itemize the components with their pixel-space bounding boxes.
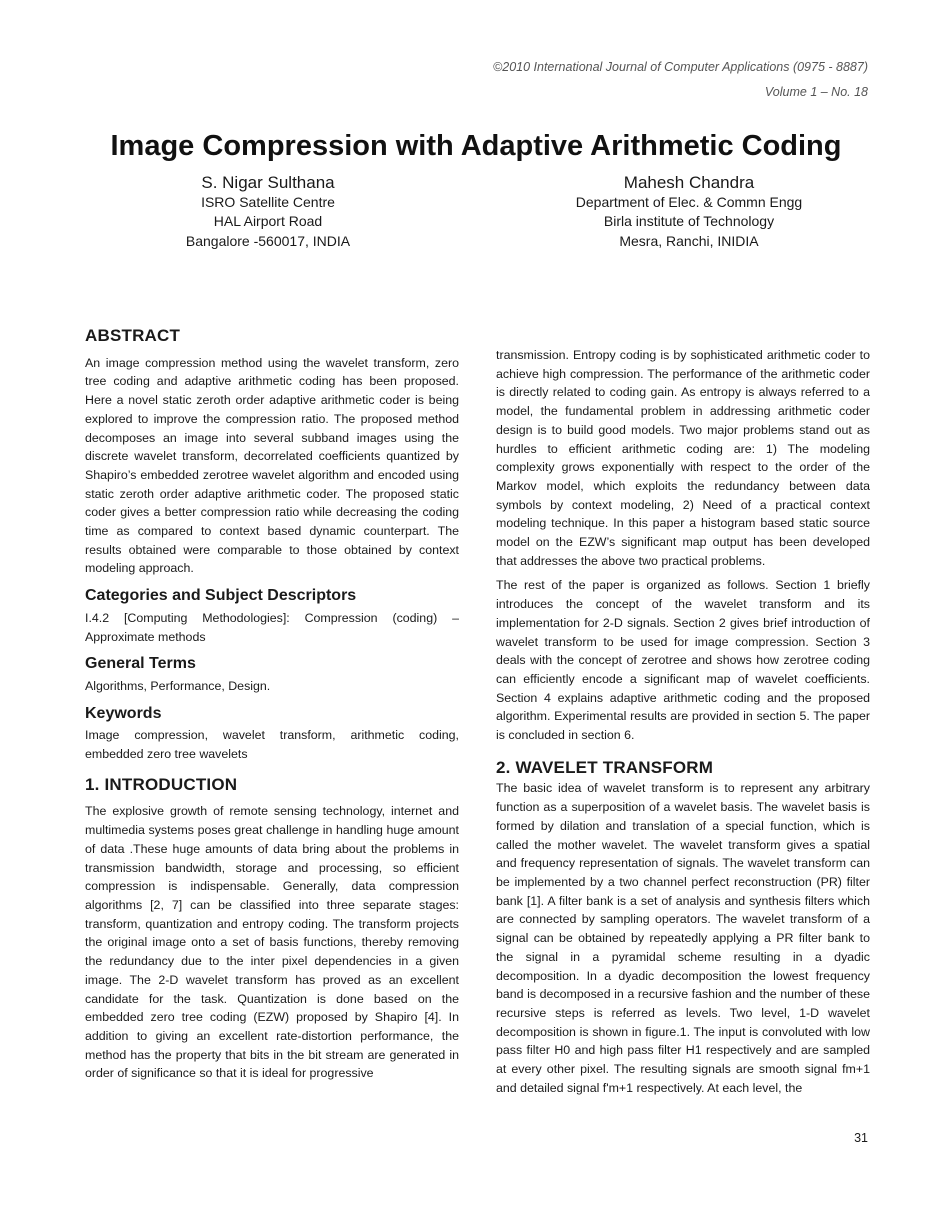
general-terms-heading: General Terms bbox=[85, 655, 196, 673]
author-block-2 bbox=[539, 173, 839, 251]
keywords-text: Image compression, wavelet transform, arithmetic coding, embedded zero tree wavelets bbox=[85, 728, 459, 762]
wavelet-text: The basic idea of wavelet transform is to represent any arbitrary function as a superposition of a wavelet basis. The wavelet basis is formed by dilation and translation of a special function, which is called the mother wavelet. The wavelet transform gives a spatial and frequency representation of signals. The wavelet transform can be implemented by a two channel perfect reconstruction (PR) filter bank [1]. A filter bank is a set of analysis and synthesis filters which are connected by sampling operators. The wavelet transform of a signal can be obtained by repeatedly applying a PR filter bank to the signal in a pyramidal scheme resulting in a dyadic decomposition. In a dyadic decomposition the lowest frequency band is decomposed in a recursive fashion and the number of these recursive steps is referred as levels. Two level, 1-D wavelet decomposition is shown in figure.1. The input is convoluted with low pass filter H0 and high pass filter H1 respectively and are sampled at every other pixel. The resulting signals are smooth signal fm+1 and detailed signal f'm+1 respectively. At each level, the bbox=[496, 781, 870, 1095]
categories-text: I.4.2 [Computing Methodologies]: Compression (coding) – Approximate methods bbox=[85, 610, 459, 644]
author-city: Bangalore -560017, INDIA bbox=[185, 232, 351, 249]
left-column bbox=[85, 327, 459, 1089]
abstract-text: An image compression method using the wavelet transform, zero tree coding and adaptive arithmetic coding has been proposed. Here a novel static zeroth order adaptive arithmetic coder is being explored to improve the compression ratio. The proposed method decomposes an image into several subband images using the discrete wavelet transform, decorrelated coefficients quantized by Shapiro’s embedded zerotree wavelet algorithm and encoded using static zeroth order adaptive arithmetic coder. The proposed static coder gives a better compression ratio while decreasing the coding time as compared to context based dynamic counterpart. The results obtained were comparable to those obtained by context modeling approach. bbox=[85, 355, 459, 576]
author-affiliation: Department of Elec. & Commn Engg bbox=[575, 194, 803, 210]
paper-title: Image Compression with Adaptive Arithmetic Coding bbox=[110, 130, 842, 162]
introduction-text: The explosive growth of remote sensing technology, internet and multimedia systems poses great challenge in handling huge amount of data .These huge amounts of data bring about the problems in transmission bandwidth, storage and processing, so efficient compression is indispensable. Generally, data compression algorithms [2, 7] can be classified into three separate stages: transform, quantization and entropy coding. The transform projects the original image onto a set of basis functions, thereby removing the redundancy due to the inter pixel dependencies in a given image. The 2-D wavelet transform has proved as an excellent candidate for the task. Quantization is done based on the embedded zero tree coding (EZW) proposed by Shapiro [4]. In addition to giving an excellent rate-distortion performance, the method has the property that bits in the bit stream are generated in order of significance so that it is ideal for progressive bbox=[85, 804, 459, 1081]
author-name: Mahesh Chandra bbox=[623, 173, 755, 192]
keywords-heading: Keywords bbox=[85, 704, 162, 722]
author-name: S. Nigar Sulthana bbox=[201, 173, 335, 192]
general-terms-text: Algorithms, Performance, Design. bbox=[85, 678, 271, 693]
introduction-continued: transmission. Entropy coding is by sophisticated arithmetic coder to achieve high compression. The performance of the arithmetic coder is directly related to coding gain. As entropy is always referred to a model, the fundamental problem in addressing arithmetic coder design is to build good models. Two major problems stand out as hurdles to efficient arithmetic coding are: 1) The modeling complexity grows exponentially with respect to the order of the Markov model, which exploits the redundancy between data symbols by context modeling, 2) Need of a practical context modeling technique. In this paper a histogram based static source model on the EZW’s significant map output has been developed that addresses the above two practical problems. bbox=[496, 348, 870, 568]
page-number: 31 bbox=[854, 1131, 868, 1145]
journal-header: ©2010 International Journal of Computer Applications (0975 - 8887) bbox=[493, 60, 868, 74]
author-address: Birla institute of Technology bbox=[603, 213, 775, 230]
author-address: HAL Airport Road bbox=[213, 213, 323, 230]
author-block-1 bbox=[118, 173, 418, 251]
introduction-heading: 1. INTRODUCTION bbox=[85, 774, 238, 794]
organization-paragraph: The rest of the paper is organized as follows. Section 1 briefly introduces the concept of the wavelet transform and its implementation for 2-D signals. Section 2 gives brief introduction of wavelet transform to be used for image compression. Section 3 deals with the concept of zerotree and shows how zerotree coding can efficiently encode a significant map of wavelet coefficients. Section 4 explains adaptive arithmetic coding and the proposed algorithm. Experimental results are provided in section 5. The paper is concluded in section 6. bbox=[496, 578, 870, 743]
author-affiliation: ISRO Satellite Centre bbox=[201, 194, 335, 210]
categories-heading: Categories and Subject Descriptors bbox=[85, 587, 357, 605]
abstract-heading: ABSTRACT bbox=[85, 326, 181, 345]
author-city: Mesra, Ranchi, INIDIA bbox=[619, 232, 759, 249]
right-column bbox=[496, 346, 870, 1103]
volume-header: Volume 1 – No. 18 bbox=[764, 85, 868, 99]
wavelet-heading: 2. WAVELET TRANSFORM bbox=[496, 757, 714, 777]
